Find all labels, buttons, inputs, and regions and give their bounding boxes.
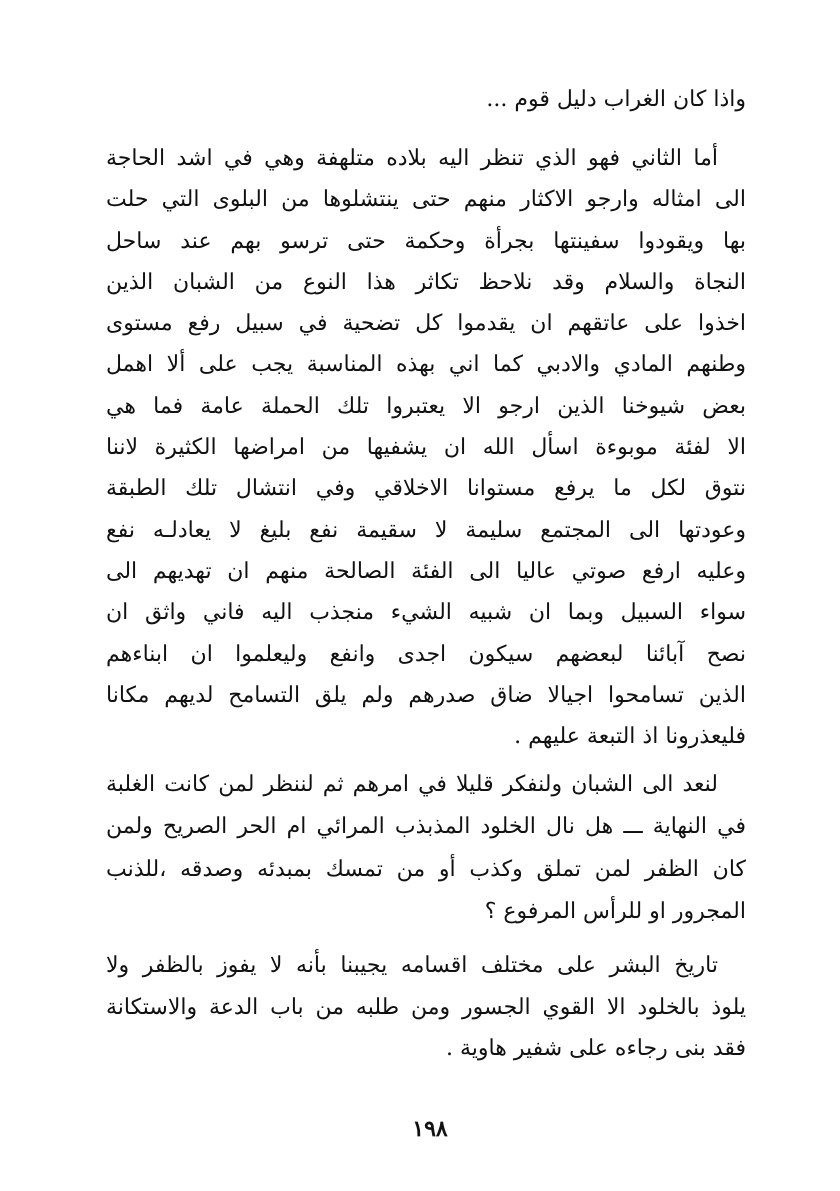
text-line: تاريخ البشر على مختلف اقسامه يجيبنا بأنه لا يفوز بالظفر ولا bbox=[106, 953, 718, 978]
text-line: وطنهم المادي والادبي كما اني بهذه المناسبة يجب على ألا اهمل bbox=[106, 352, 746, 378]
running-header: واذا كان الغراب دليل قوم ... bbox=[486, 87, 746, 112]
text-line: وعليه ارفع صوتي عاليا الى الفئة الصالحة منهم ان تهديهم الى bbox=[106, 558, 746, 584]
text-line: بها ويقودوا سفينتها بجرأة وحكمة حتى ترسو بهم عند ساحل bbox=[106, 228, 746, 254]
text-line: نصح آبائنا لبعضهم سيكون اجدى وانفع وليعلموا ان ابناءهم bbox=[106, 641, 746, 667]
text-line: لنعد الى الشبان ولنفكر قليلا في امرهم ثم لننظر لمن كانت الغلبة bbox=[106, 772, 718, 797]
text-line: المجرور او للرأس المرفوع ؟ bbox=[484, 898, 746, 924]
text-line: اخذوا على عاتقهم ان يقدموا كل تضحية في سبيل رفع مستوى bbox=[106, 311, 746, 337]
text-line: النجاة والسلام وقد نلاحظ تكاثر هذا النوع من الشبان الذين bbox=[106, 269, 746, 295]
text-line: أما الثاني فهو الذي تنظر اليه بلاده متلهفة وهي في اشد الحاجة bbox=[106, 146, 718, 171]
text-line: وعودتها الى المجتمع سليمة لا سقيمة نفع بليغ لا يعادلـه نفع bbox=[106, 517, 746, 543]
text-line: الى امثاله وارجو الاكثار منهم حتى ينتشلوها من البلوى التي حلت bbox=[106, 187, 746, 213]
text-line: في النهاية ـــ هل نال الخلود المذبذب المرائي ام الحر الصريح ولمن bbox=[106, 814, 746, 840]
text-line: الذين تسامحوا اجيالا ضاق صدرهم ولم يلق التسامح لديهم مكانا bbox=[106, 682, 746, 708]
text-line: كان الظفر لمن تملق وكذب أو من تمسك بمبدئه وصدقه ،للذنب bbox=[106, 856, 746, 882]
text-line: فقد بنى رجاءه على شفير هاوية . bbox=[446, 1036, 746, 1061]
text-line: فليعذرونا اذ التبعة عليهم . bbox=[514, 724, 746, 750]
text-line: سواء السبيل وبما ان شبيه الشيء منجذب اليه فاني واثق ان bbox=[106, 600, 746, 626]
paragraph-1 bbox=[106, 138, 746, 757]
page-number: ١٩٨ bbox=[412, 1116, 448, 1142]
text-line: بعض شيوخنا الذين ارجو الا يعتبروا تلك الحملة عامة فما هي bbox=[106, 393, 746, 419]
paragraph-2 bbox=[106, 764, 746, 933]
paragraph-3 bbox=[106, 945, 746, 1070]
text-line: الا لفئة موبوءة اسأل الله ان يشفيها من امراضها الكثيرة لاننا bbox=[106, 435, 746, 461]
text-line: نتوق لكل ما يرفع مستوانا الاخلاقي وفي انتشال تلك الطبقة bbox=[106, 476, 746, 502]
text-line: يلوذ بالخلود الا القوي الجسور ومن طلبه من باب الدعة والاستكانة bbox=[106, 994, 746, 1020]
